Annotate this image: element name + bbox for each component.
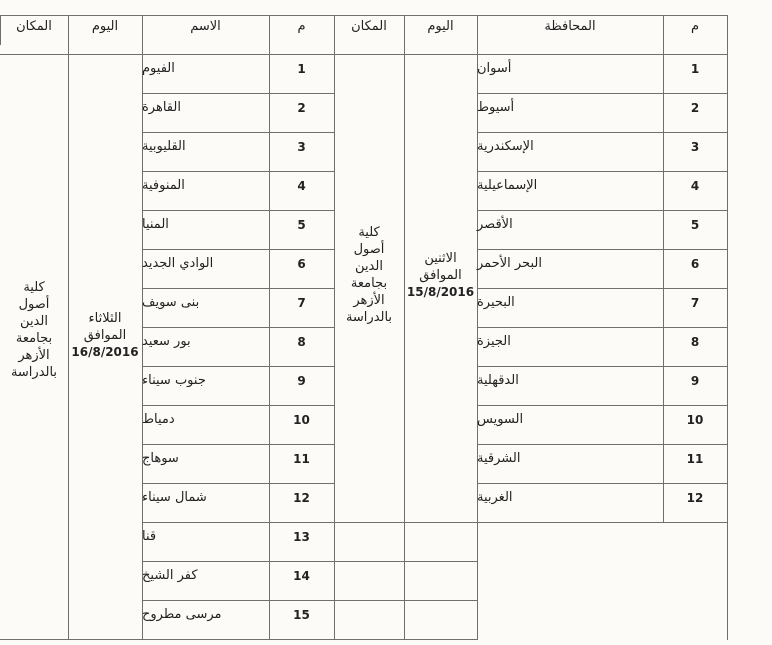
day-cell [68, 300, 142, 370]
table-row-name: الإسماعيلية [477, 178, 538, 193]
grid-line [334, 522, 727, 523]
day-line: الثلاثاء [88, 310, 122, 326]
table-row-name: السويس [477, 412, 524, 427]
header-day: اليوم [427, 19, 454, 34]
place-line: بالدراسة [10, 365, 58, 380]
day-date: 16/8/2016 [71, 344, 139, 359]
table-row-name: شمال سيناء [142, 490, 207, 505]
table-row-number: 12 [686, 491, 704, 505]
table-row-number: 12 [293, 491, 310, 505]
place-cell [334, 210, 404, 340]
grid-line [334, 600, 477, 601]
place-line: الدين [20, 314, 48, 329]
table-row-name: أسيوط [477, 100, 515, 115]
table-row-name: الدقهلية [477, 373, 519, 388]
day-cell [404, 240, 477, 310]
table-row-number: 1 [690, 62, 700, 76]
place-line: كلية [23, 280, 45, 295]
day-date: 15/8/2016 [406, 284, 475, 299]
table-row-number: 1 [297, 62, 306, 76]
table-row-name: جنوب سيناء [142, 373, 206, 388]
grid-line [727, 15, 728, 640]
place-line: أصول [18, 297, 50, 312]
table-row-number: 5 [690, 218, 700, 232]
day-line: الموافق [83, 327, 127, 343]
day-line: الموافق [419, 267, 462, 283]
table-row-name: المنوفية [142, 178, 185, 193]
table-row-name: قنا [142, 529, 157, 544]
table-row-name: القليوبية [142, 139, 186, 154]
table-row-number: 8 [690, 335, 700, 349]
table-row-name: بور سعيد [142, 334, 191, 349]
table-row-number: 3 [690, 140, 700, 154]
table-row-number: 11 [293, 452, 310, 466]
table-row-number: 6 [690, 257, 700, 271]
table-row-number: 8 [297, 335, 306, 349]
table-row-name: أسوان [477, 61, 512, 76]
header-num: م [297, 19, 306, 34]
table-row-name: الجيزة [477, 334, 511, 349]
table-row-name: البحر الأحمر [477, 256, 542, 271]
header-num: م [690, 19, 700, 34]
table-row-name: الوادي الجديد [142, 256, 214, 271]
table-row-name: الأقصر [477, 217, 513, 232]
table-row-number: 4 [297, 179, 306, 193]
table-row-name: دمياط [142, 412, 175, 427]
place-line: بجامعة [15, 331, 53, 346]
place-cell [0, 250, 68, 410]
table-row-name: الشرقية [477, 451, 521, 466]
place-line: الأزهر [18, 348, 50, 363]
table-row-number: 2 [297, 101, 306, 115]
table-row-name: سوهاج [142, 451, 179, 466]
table-row-number: 4 [690, 179, 700, 193]
table-row-number: 9 [690, 374, 700, 388]
table-row-number: 6 [297, 257, 306, 271]
place-line: أصول [353, 242, 385, 257]
place-line: الأزهر [353, 293, 385, 308]
place-line: بالدراسة [345, 310, 393, 325]
table-row-number: 11 [686, 452, 704, 466]
table-row-number: 15 [293, 608, 310, 622]
grid-line [404, 15, 405, 640]
table-row-name: بنى سويف [142, 295, 200, 310]
table-row-name: البحيرة [477, 295, 515, 310]
header-governorate: المحافظة [544, 19, 596, 34]
table-row-name: مرسى مطروح [142, 607, 222, 622]
header-name: الاسم [190, 19, 221, 34]
table-row-number: 2 [690, 101, 700, 115]
table-row-name: الفيوم [142, 61, 175, 76]
table-row-number: 5 [297, 218, 306, 232]
header-place: المكان [16, 19, 52, 34]
place-line: بجامعة [350, 276, 388, 291]
table-row-number: 13 [293, 530, 310, 544]
table-row-name: القاهرة [142, 100, 181, 115]
place-line: كلية [358, 225, 380, 240]
table-row-name: الإسكندرية [477, 139, 534, 154]
table-row-number: 10 [293, 413, 310, 427]
header-day: اليوم [91, 19, 119, 34]
table-row-number: 3 [297, 140, 306, 154]
table-row-number: 7 [690, 296, 700, 310]
table-row-name: الغربية [477, 490, 513, 505]
table-row-number: 7 [297, 296, 306, 310]
grid-line [334, 561, 477, 562]
table-row-name: كفر الشيخ [142, 568, 198, 583]
table-row-name: المنيا [142, 217, 169, 232]
header-place: المكان [351, 19, 387, 34]
table-row-number: 10 [686, 413, 704, 427]
place-line: الدين [355, 259, 383, 274]
table-row-number: 9 [297, 374, 306, 388]
grid-line [0, 639, 477, 640]
table-row-number: 14 [293, 569, 310, 583]
day-line: الاثنين [424, 250, 457, 266]
